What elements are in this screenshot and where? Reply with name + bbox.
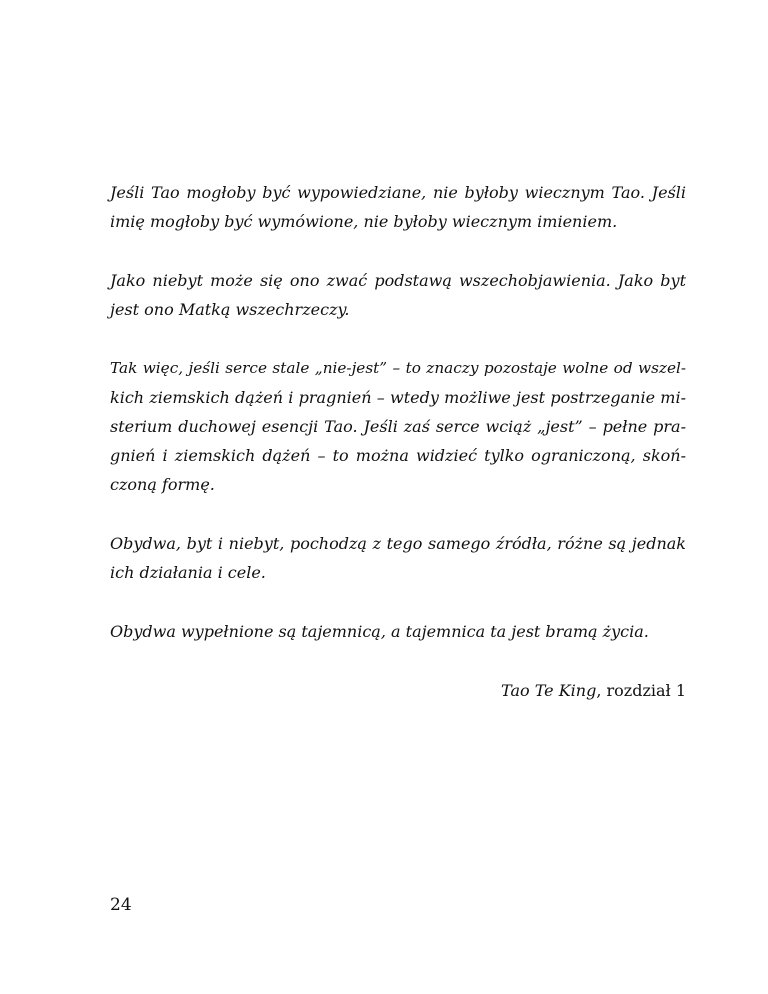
paragraph-3 [110,354,686,499]
citation-source: Tao Te King [501,681,597,700]
paragraph-3-line-3: sterium duchowej esencji Tao. Jeśli zaś serce wciąż „jest” – pełne pra- [110,417,686,436]
quote-text-block [110,178,686,705]
paragraph-2 [110,266,686,324]
paragraph-4-line-1: Obydwa, byt i niebyt, pochodzą z tego samego źródła, różne są jednak [110,534,686,553]
citation-chapter: , rozdział 1 [596,681,686,700]
page-number: 24 [110,895,132,915]
paragraph-3-line-5: czoną formę. [110,475,215,494]
paragraph-2-line-1: Jako niebyt może się ono zwać podstawą wszechobjawienia. Jako byt [110,271,686,290]
paragraph-5 [110,617,686,646]
paragraph-4-line-2: ich działania i cele. [110,563,266,582]
paragraph-4 [110,529,686,587]
paragraph-1-line-2: imię mogłoby być wymówione, nie byłoby wiecznym imieniem. [110,212,618,231]
paragraph-5-line-1: Obydwa wypełnione są tajemnicą, a tajemnica ta jest bramą życia. [110,622,649,641]
citation [110,676,686,705]
paragraph-1-line-1: Jeśli Tao mogłoby być wypowiedziane, nie byłoby wiecznym Tao. Jeśli [110,183,686,202]
paragraph-3-line-2: kich ziemskich dążeń i pragnień – wtedy możliwe jest postrzeganie mi- [110,388,686,407]
paragraph-3-line-1: Tak więc, jeśli serce stale „nie-jest” – to znaczy pozostaje wolne od wszel- [110,359,686,377]
paragraph-1 [110,178,686,236]
paragraph-2-line-2: jest ono Matką wszechrzeczy. [110,300,350,319]
paragraph-3-line-4: gnień i ziemskich dążeń – to można widzieć tylko ograniczoną, skoń- [110,446,686,465]
